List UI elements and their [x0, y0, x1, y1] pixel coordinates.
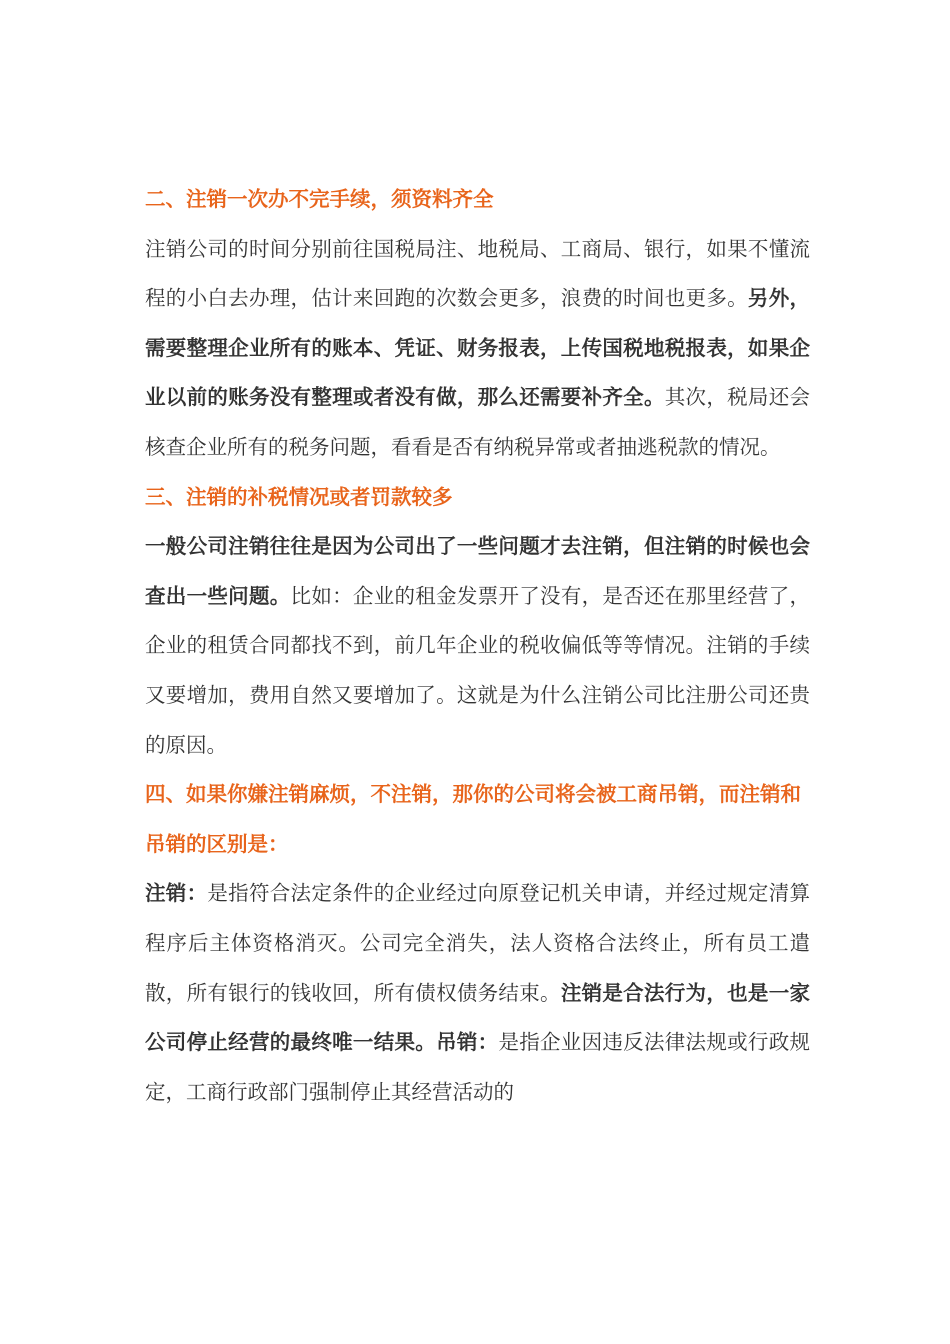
section-paragraph-2 — [145, 225, 810, 473]
section-heading-4: 四、如果你嫌注销麻烦，不注销，那你的公司将会被工商吊销，而注销和吊销的区别是： — [145, 782, 801, 856]
paragraph-text: 比如：企业的租金发票开了没有，是否还在那里经营了，企业的租赁合同都找不到，前几年企业的税收偏低等等情况。注销的手续又要增加，费用自然又要增加了。这就是为什么注销公司比注册公司还贵的原因。 — [145, 583, 811, 757]
section-heading-2: 二、注销一次办不完手续，须资料齐全 — [145, 187, 494, 211]
section-paragraph-4 — [145, 869, 810, 1117]
section-paragraph-3 — [145, 522, 810, 770]
paragraph-text: 是指符合法定条件的企业经过向原登记机关申请，并经过规定清算程序后主体资格消灭。公司完全消失，法人资格合法终止，所有员工遣散，所有银行的钱收回，所有债权债务结束。 — [145, 881, 811, 1005]
paragraph-bold-text: 注销： — [145, 881, 208, 906]
paragraph-text: 注销公司的时间分别前往国税局注、地税局、工商局、银行，如果不懂流程的小白去办理，估计来回跑的次数会更多，浪费的时间也更多。 — [145, 236, 810, 311]
paragraph-text: 是指企业因违反法律法规或行政规定，工商行政部门强制停止其经营活动的 — [145, 1030, 811, 1104]
document-page — [145, 175, 810, 1117]
paragraph-bold-text: 注销是合法行为，也是一家公司停止经营的最终唯一结果。吊销： — [145, 980, 811, 1055]
paragraph-text: 其次，税局还会核查企业所有的税务问题，看看是否有纳税异常或者抽逃税款的情况。 — [145, 385, 811, 459]
paragraph-bold-text: 另外，需要整理企业所有的账本、凭证、财务报表，上传国税地税报表，如果企业以前的账务没有整理或者没有做，那么还需要补齐全。 — [145, 286, 811, 410]
paragraph-bold-text: 一般公司注销往往是因为公司出了一些问题才去注销，但注销的时候也会查出一些问题。 — [145, 534, 810, 608]
section-heading-3: 三、注销的补税情况或者罚款较多 — [145, 484, 453, 509]
